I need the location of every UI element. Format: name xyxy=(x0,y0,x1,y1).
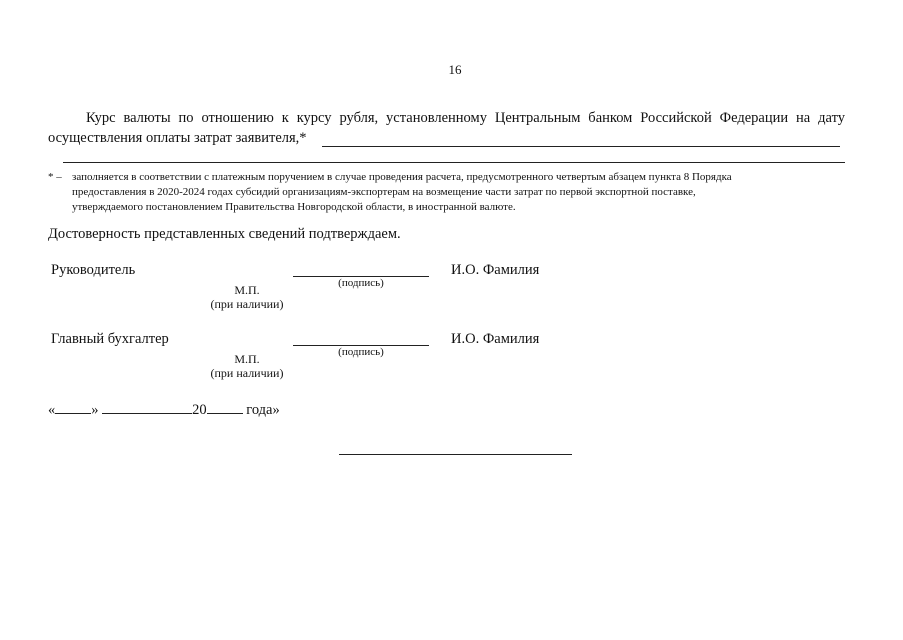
bottom-rule xyxy=(339,454,572,455)
footnote-line-1: заполняется в соответствии с платежным поручением в случае проведения расчета, предусмотренного четвертым абзацем пункта 8 Порядка xyxy=(72,171,732,183)
exchange-rate-blank-line-1 xyxy=(322,146,840,147)
exchange-rate-paragraph xyxy=(48,110,845,127)
confirmation-statement: Достоверность представленных сведений подтверждаем. xyxy=(48,226,401,242)
footnote-body xyxy=(72,170,842,215)
signature-name-head: И.О. Фамилия xyxy=(451,262,540,278)
signature-name-accountant: И.О. Фамилия xyxy=(451,331,540,347)
date-close-quote: » xyxy=(91,402,99,418)
footnote-mark: * – xyxy=(48,171,62,183)
footnote-line-2: предоставления в 2020-2024 годах субсидий организациям-экспортерам на возмещение части затрат по первой экспортной поставке, xyxy=(72,186,696,198)
signature-role-head: Руководитель xyxy=(51,262,136,278)
stamp-place-head xyxy=(197,283,297,311)
footnote-line-3: утверждаемого постановлением Правительства Новгородской области, в иностранной валюте. xyxy=(72,201,516,213)
stamp-place-accountant xyxy=(197,352,297,380)
paragraph-line-2: осуществления оплаты затрат заявителя,* xyxy=(48,130,307,146)
signature-role-accountant: Главный бухгалтер xyxy=(51,331,169,347)
stamp-label: М.П. xyxy=(234,283,260,297)
paragraph-line-1: Курс валюты по отношению к курсу рубля, установленному Центральным банком Российской Федерации на дату xyxy=(86,110,845,126)
stamp-label: М.П. xyxy=(234,352,260,366)
date-year-blank xyxy=(207,401,243,414)
date-day-blank xyxy=(55,401,91,414)
signature-caption-accountant: (подпись) xyxy=(338,346,384,358)
date-open-quote: « xyxy=(48,402,56,418)
stamp-note: (при наличии) xyxy=(210,366,284,380)
date-century: 20 xyxy=(192,402,207,418)
date-line xyxy=(48,401,280,419)
page-number: 16 xyxy=(448,62,462,77)
stamp-note: (при наличии) xyxy=(210,297,284,311)
signature-caption-head: (подпись) xyxy=(338,277,384,289)
date-month-blank xyxy=(102,401,192,414)
exchange-rate-blank-line-2 xyxy=(63,162,845,163)
date-suffix: года» xyxy=(246,402,280,418)
